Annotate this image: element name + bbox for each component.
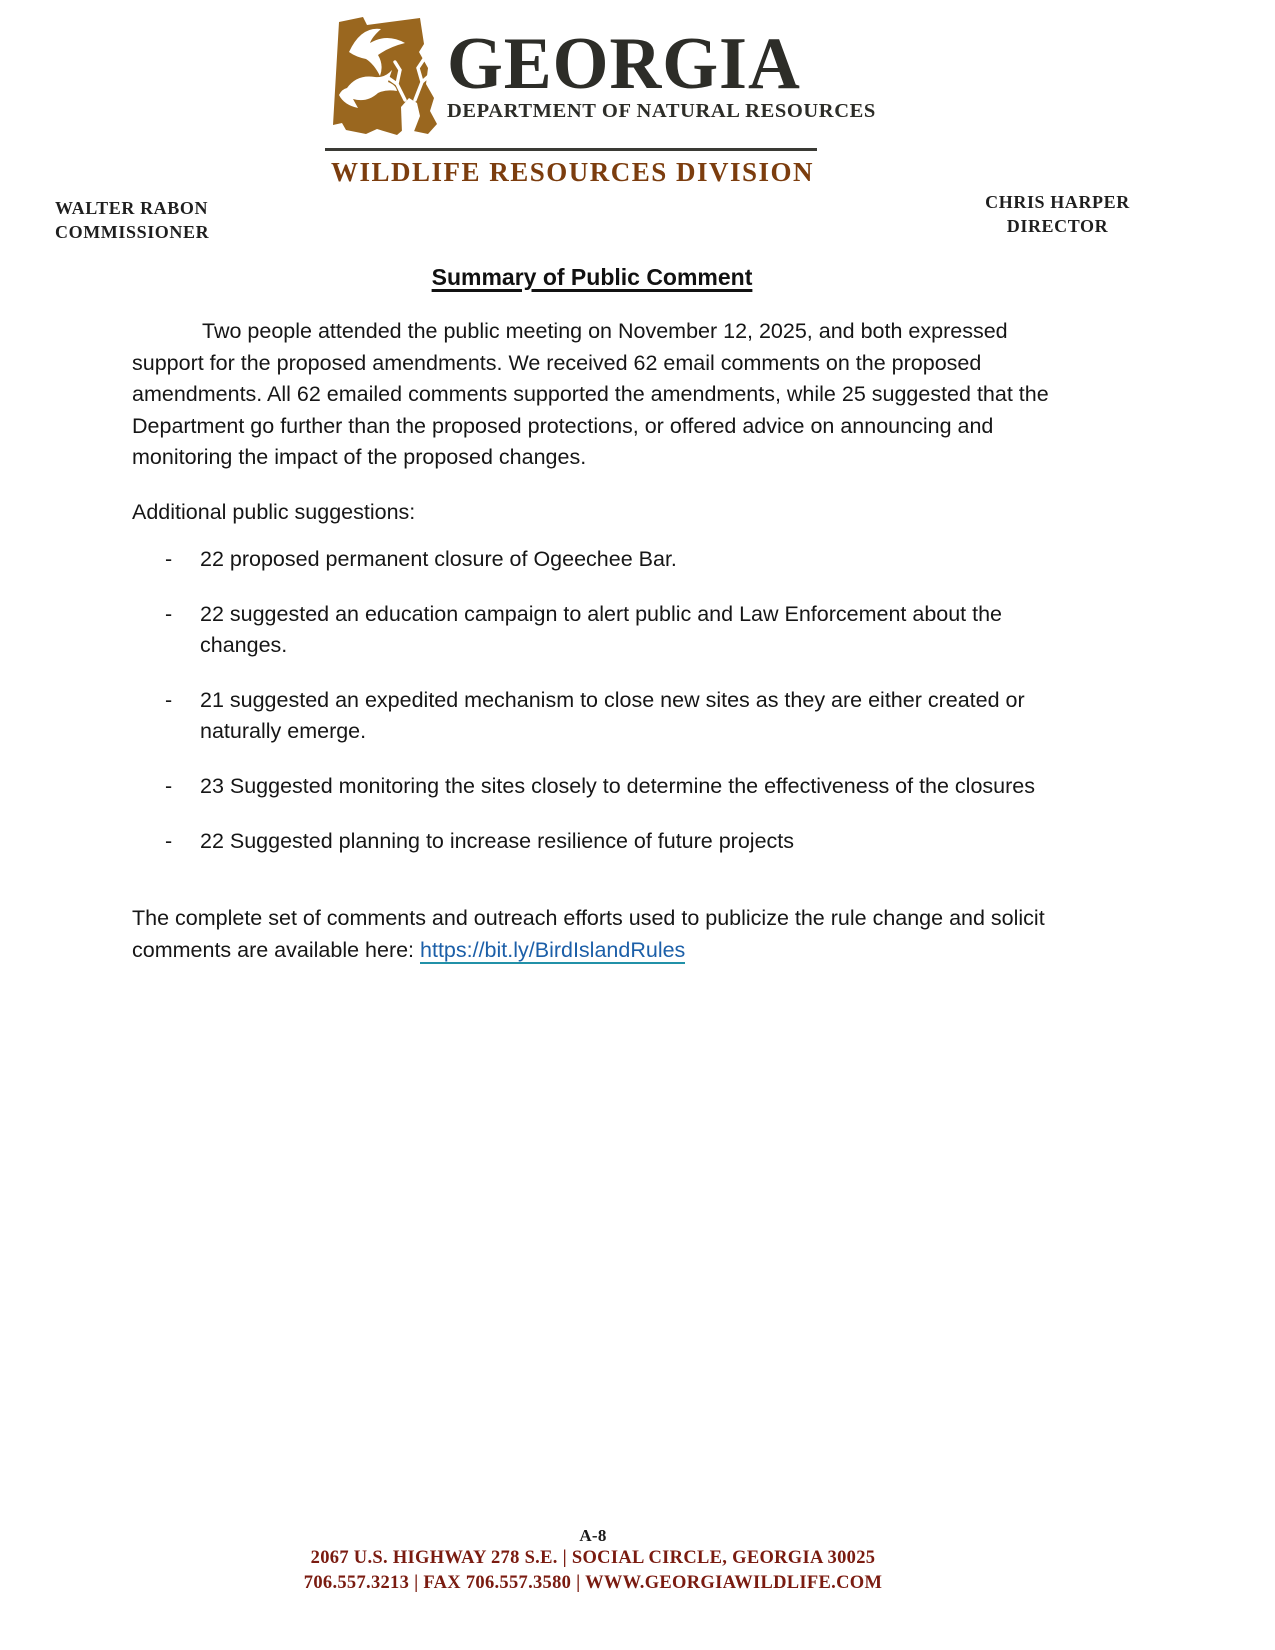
logo-divider — [325, 148, 817, 151]
org-name: GEORGIA — [447, 23, 801, 105]
document-title: Summary of Public Comment — [431, 264, 753, 290]
agency-logo — [325, 12, 876, 188]
georgia-state-wildlife-icon — [325, 12, 445, 140]
closing-paragraph — [132, 903, 1054, 966]
opening-paragraph: Two people attended the public meeting on November 12, 2025, and both expressed support for the proposed amendments. We received 62 email comments on the proposed amendments. All 62 emailed comments supported the amendments, while 25 suggested that the Department go further than the proposed protections, or offered advice on announcing and monitoring the impact of the proposed changes. — [132, 319, 1049, 470]
bird-island-rules-link[interactable]: https://bit.ly/BirdIslandRules — [420, 937, 686, 962]
org-subtitle: DEPARTMENT OF NATURAL RESOURCES — [447, 100, 876, 122]
director-name: CHRIS HARPER — [985, 192, 1130, 212]
suggestions-heading: Additional public suggestions: — [132, 500, 416, 524]
commissioner-title: COMMISSIONER — [55, 222, 210, 242]
commissioner-name: WALTER RABON — [55, 198, 209, 218]
page-number: A-8 — [579, 1526, 607, 1545]
division-name: WILDLIFE RESOURCES DIVISION — [330, 157, 815, 187]
list-item: - 22 proposed permanent closure of Ogeechee Bar. — [132, 544, 1054, 576]
list-item: - 22 suggested an education campaign to alert public and Law Enforcement about the changes. — [132, 599, 1054, 662]
list-item: - 21 suggested an expedited mechanism to close new sites as they are either created or naturally emerge. — [132, 685, 1054, 748]
list-item: - 22 Suggested planning to increase resilience of future projects — [132, 826, 1054, 858]
page-footer — [132, 1526, 1054, 1596]
suggestions-list — [132, 544, 1054, 880]
list-item: - 23 Suggested monitoring the sites closely to determine the effectiveness of the closures — [132, 771, 1054, 803]
commissioner-block — [55, 196, 209, 244]
footer-address: 2067 U.S. HIGHWAY 278 S.E. | SOCIAL CIRCLE, GEORGIA 30025 — [310, 1548, 876, 1568]
closing-text: The complete set of comments and outreach efforts used to publicize the rule change and solicit comments are available here: — [132, 906, 1045, 962]
director-title: DIRECTOR — [1006, 216, 1109, 236]
director-block — [960, 190, 1155, 238]
footer-contact: 706.557.3213 | FAX 706.557.3580 | WWW.GEORGIAWILDLIFE.COM — [303, 1573, 883, 1593]
